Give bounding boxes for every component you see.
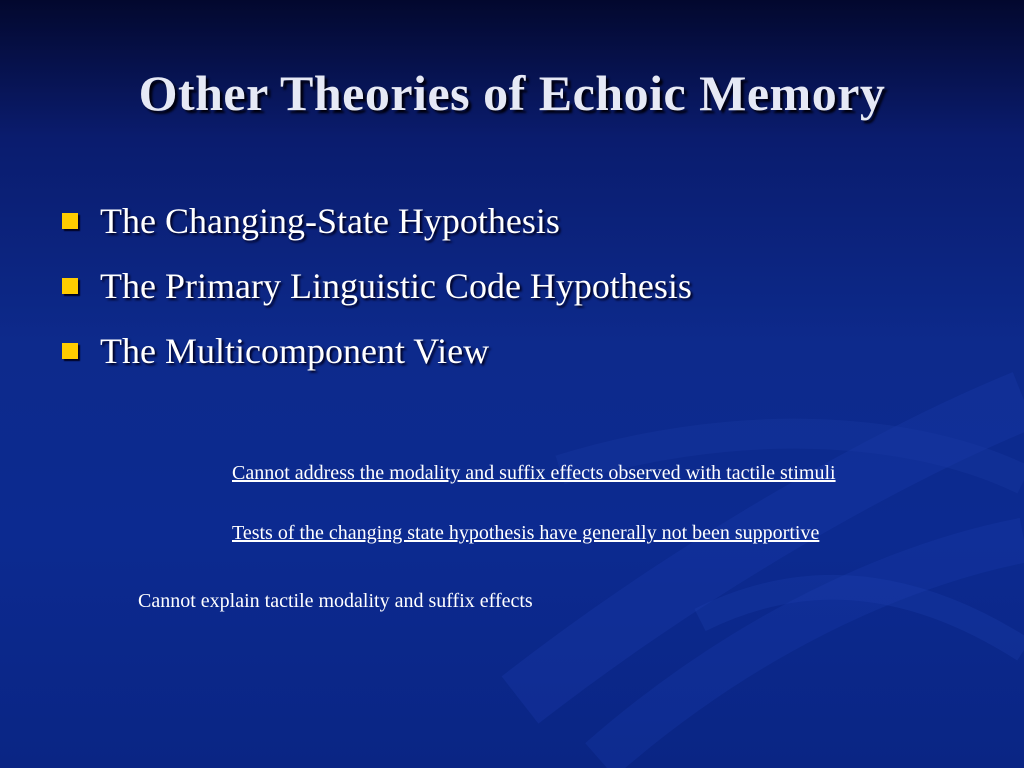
square-bullet-icon	[62, 213, 78, 229]
tactile-note: Cannot explain tactile modality and suffix effects	[138, 590, 533, 612]
bullet-text: The Primary Linguistic Code Hypothesis	[100, 265, 692, 306]
bullet-item	[62, 188, 692, 253]
changing-state-tests-link[interactable]: Tests of the changing state hypothesis have generally not been supportive	[232, 522, 820, 544]
tactile-stimuli-link[interactable]: Cannot address the modality and suffix effects observed with tactile stimuli	[232, 462, 836, 484]
slide-title: Other Theories of Echoic Memory	[138, 65, 886, 121]
square-bullet-icon	[62, 278, 78, 294]
bullet-item	[62, 253, 692, 318]
square-bullet-icon	[62, 343, 78, 359]
bullet-text: The Multicomponent View	[100, 330, 490, 371]
bullet-text: The Changing-State Hypothesis	[100, 200, 560, 241]
bullet-item	[62, 318, 692, 383]
bullet-list	[62, 188, 692, 383]
